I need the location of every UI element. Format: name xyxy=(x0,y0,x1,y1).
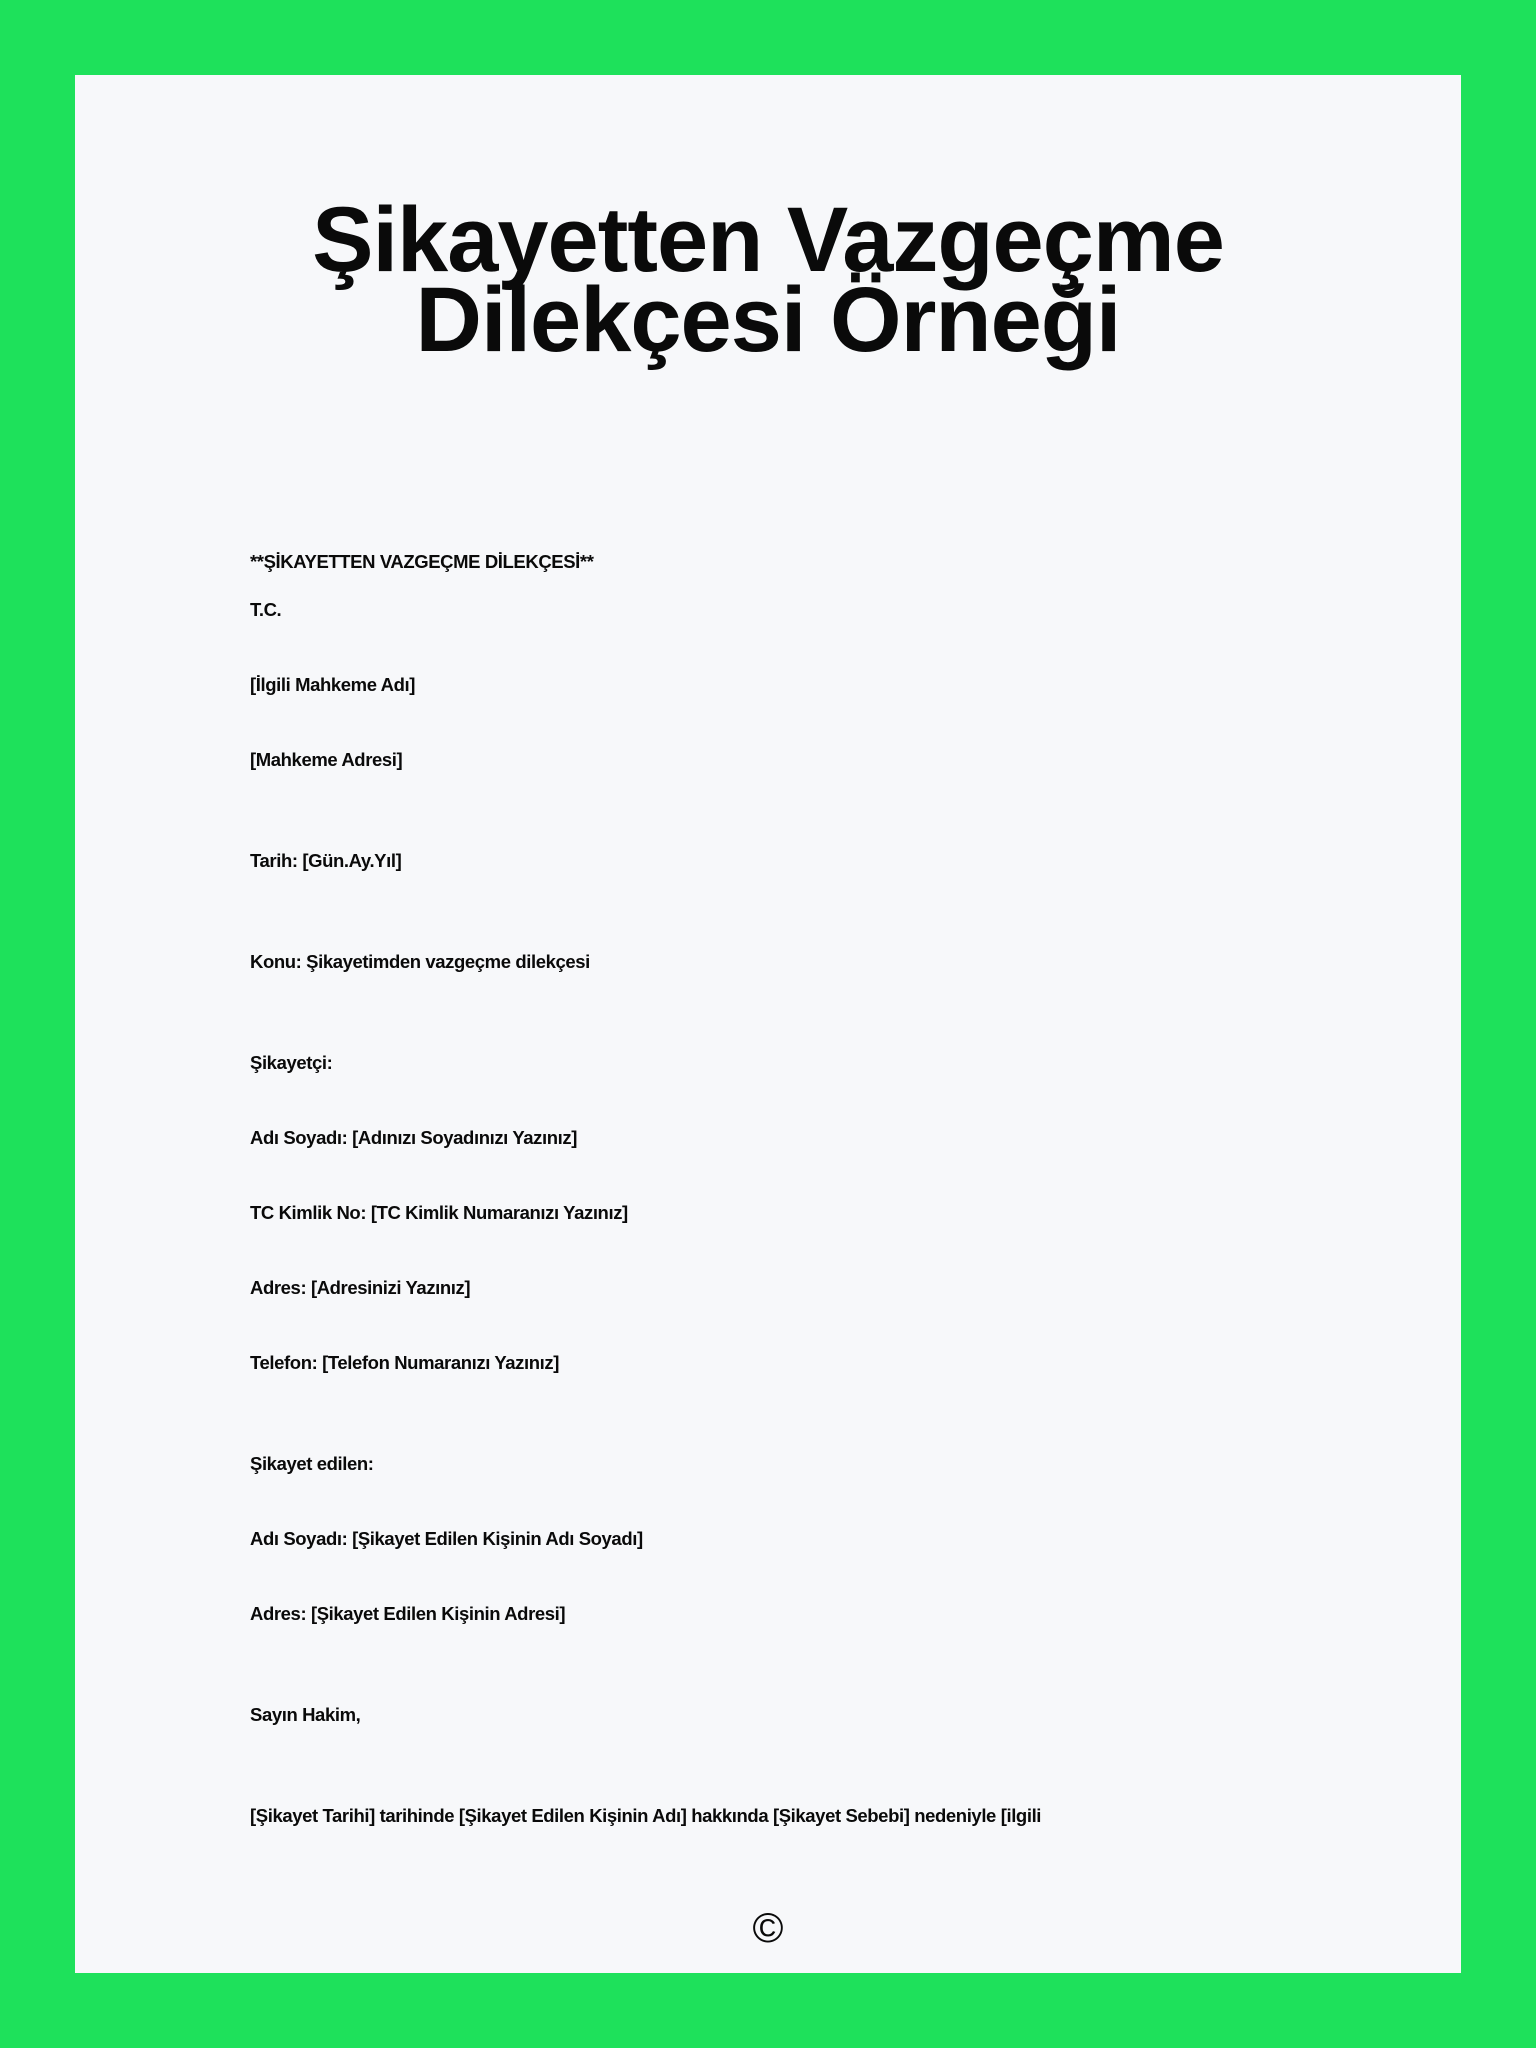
body-line: Şikayetçi: xyxy=(250,1052,333,1073)
body-line: Konu: Şikayetimden vazgeçme dilekçesi xyxy=(250,951,590,972)
body-line: Adres: [Şikayet Edilen Kişinin Adresi] xyxy=(250,1603,566,1624)
body-line: Adres: [Adresinizi Yazınız] xyxy=(250,1277,471,1298)
body-line: [Mahkeme Adresi] xyxy=(250,749,403,770)
body-line: [İlgili Mahkeme Adı] xyxy=(250,674,416,695)
body-line: T.C. xyxy=(250,599,282,620)
copyright-symbol: © xyxy=(752,1904,784,1951)
body-line: Adı Soyadı: [Adınızı Soyadınızı Yazınız] xyxy=(250,1127,577,1148)
document-body xyxy=(250,549,1286,1829)
body-line: Şikayet edilen: xyxy=(250,1453,374,1474)
body-line: [Şikayet Tarihi] tarihinde [Şikayet Edilen Kişinin Adı] hakkında [Şikayet Sebebi] nedeniyle [ilgili xyxy=(250,1805,1042,1826)
body-line: Telefon: [Telefon Numaranızı Yazınız] xyxy=(250,1352,559,1373)
document-title-line-2: Dilekçesi Örneği xyxy=(415,269,1121,371)
body-line: Sayın Hakim, xyxy=(250,1704,361,1725)
document-title-line-1: Şikayetten Vazgeçme xyxy=(312,189,1224,291)
body-line: Tarih: [Gün.Ay.Yıl] xyxy=(250,850,402,871)
body-line: Adı Soyadı: [Şikayet Edilen Kişinin Adı Soyadı] xyxy=(250,1528,643,1549)
body-line: TC Kimlik No: [TC Kimlik Numaranızı Yazınız] xyxy=(250,1202,628,1223)
document-page xyxy=(75,75,1461,1973)
document-title xyxy=(75,189,1461,371)
body-line: **ŞİKAYETTEN VAZGEÇME DİLEKÇESİ** xyxy=(250,551,594,572)
